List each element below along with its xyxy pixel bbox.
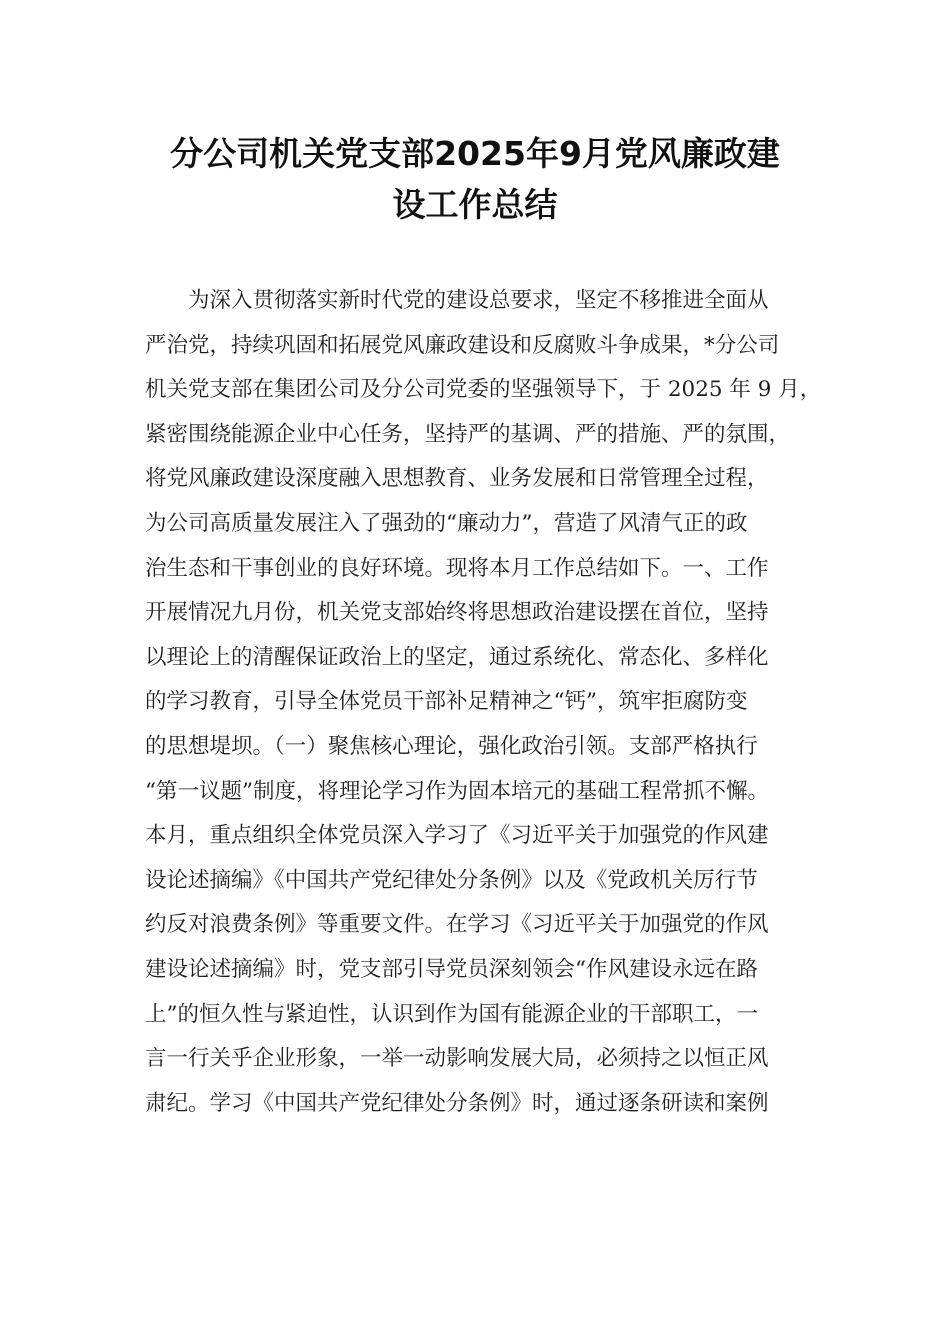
body-line: 的思想堤坝。（一）聚焦核心理论，强化政治引领。支部严格执行 [145, 734, 758, 759]
body-line: 为公司高质量发展注入了强劲的“廉动力”，营造了风清气正的政 [145, 511, 748, 536]
body-line: 言一行关乎企业形象，一举一动影响发展大局，必须持之以恒正风 [145, 1046, 769, 1072]
body-line: 约反对浪费条例》等重要文件。在学习《习近平关于加强党的作风 [145, 912, 769, 938]
body-line: 治生态和干事创业的良好环境。现将本月工作总结如下。一、工作 [145, 555, 769, 581]
body-line: 机关党支部在集团公司及分公司党委的坚强领导下，于 2025 年 9 月， [145, 377, 822, 403]
body-line: 将党风廉政建设深度融入思想教育、业务发展和日常管理全过程， [145, 466, 769, 492]
title-line-2: 设工作总结 [392, 185, 558, 224]
body-line: 上”的恒久性与紧迫性，认识到作为国有能源企业的干部职工，一 [145, 1001, 758, 1027]
body-line: 以理论上的清醒保证政治上的坚定，通过系统化、常态化、多样化 [145, 644, 769, 670]
body-line: 本月，重点组织全体党员深入学习了《习近平关于加强党的作风建 [145, 823, 769, 849]
body-line: “第一议题”制度，将理论学习作为固本培元的基础工程常抓不懈。 [145, 778, 769, 804]
body-line: 紧密围绕能源企业中心任务，坚持严的基调、严的措施、严的氛围， [145, 421, 791, 447]
body-line: 肃纪。学习《中国共产党纪律处分条例》时，通过逐条研读和案例 [145, 1090, 769, 1116]
body-line: 的学习教育，引导全体党员干部补足精神之“钙”，筑牢拒腐防变 [145, 689, 748, 715]
body-line: 设论述摘编》《中国共产党纪律处分条例》以及《党政机关厉行节 [145, 867, 758, 893]
body-line: 建设论述摘编》时，党支部引导党员深刻领会“作风建设永远在路 [145, 957, 758, 982]
body-line: 开展情况九月份，机关党支部始终将思想政治建设摆在首位，坚持 [145, 600, 769, 626]
body-line: 严治党，持续巩固和拓展党风廉政建设和反腐败斗争成果，*分公司 [145, 332, 780, 358]
title-line-1: 分公司机关党支部2025年9月党风廉政建 [170, 134, 780, 173]
document-title [100, 128, 850, 230]
body-line: 为深入贯彻落实新时代党的建设总要求，坚定不移推进全面从 [188, 288, 769, 313]
